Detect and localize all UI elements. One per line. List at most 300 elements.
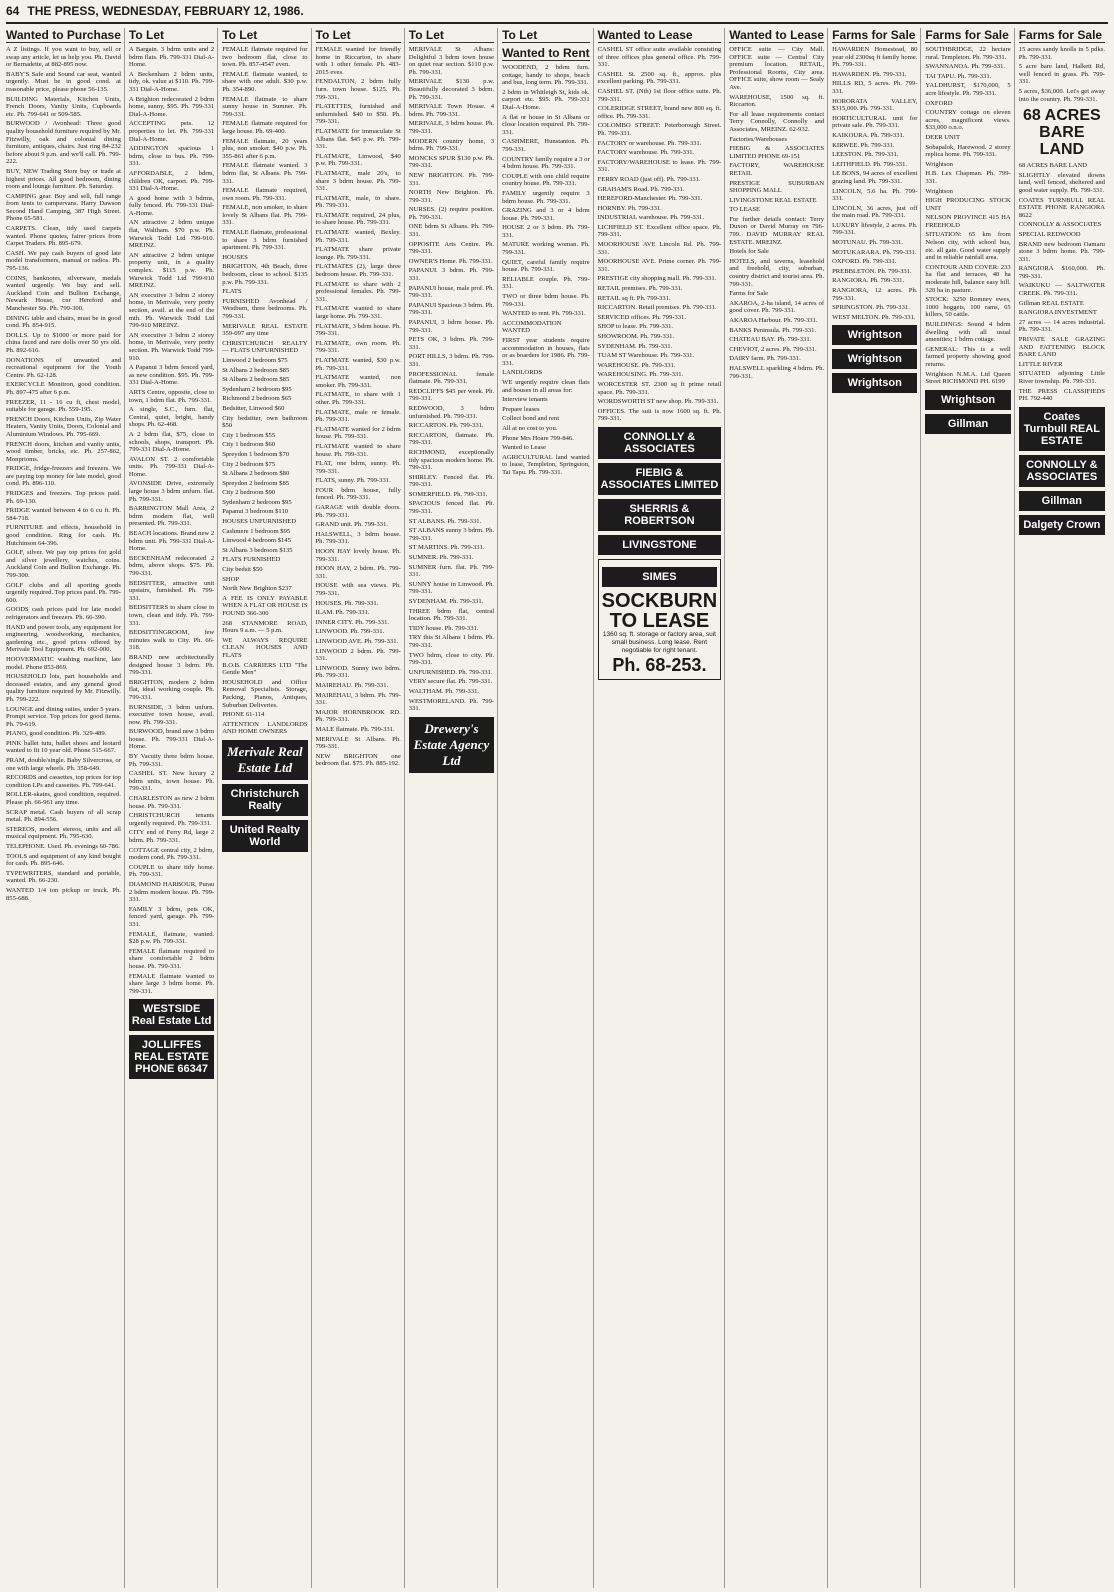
- classified-ad: FEMALE flatmate required for two bedroom flat, close to town. Ph. 857-4547 even.: [222, 46, 308, 69]
- classified-ad: KIRWEE. Ph. 799-331.: [832, 141, 895, 149]
- classified-ad: PORT HILLS, 3 bdrm. Ph. 799-331.: [408, 353, 495, 368]
- classified-ad: RANGIORA $160,000. Ph. 799-331.: [1018, 265, 1105, 280]
- classified-ad: Hotels for Sale: [729, 248, 769, 256]
- section-heading: To Let: [129, 28, 214, 43]
- classified-ad: All at no cost to you.: [502, 424, 558, 432]
- classified-ad: BY Vacuity three bdrm house. Ph. 799-331.: [128, 753, 215, 768]
- classified-ad: A single, S.C., furn. flat, Central, quiet, bright, handy shops. Ph. 62-468.: [128, 406, 215, 429]
- column-6: [502, 28, 594, 1588]
- classified-ad: CHRISTCHURCH tenants urgently required. Ph. 799-331.: [128, 812, 215, 827]
- classified-ad: CITY end of Ferry Rd, large 2 bdrm. Ph. 799-331.: [128, 829, 215, 844]
- classified-ad: NORTH New Brighton. Ph. 799-331.: [408, 189, 495, 204]
- classified-ad: FIRST year students require accommodation in houses, flats or as boarders for 1986. Ph. 799-331.: [502, 337, 590, 367]
- classified-ad: ROLLER-skates, good condition, required. Please ph. 66-961 any time.: [6, 791, 121, 807]
- classified-ad: AN executive 3 bdrm 2 storey home, in Merivale, very pretty section, avail. at the end of the mth. Ph. Warwick Todd Ltd 799-910 MREINZ.: [128, 291, 215, 330]
- classified-ad: MERIVALE REAL ESTATE 359-097 any time: [222, 322, 308, 338]
- classified-ad: UNFURNISHED. Ph. 799-331.: [408, 668, 493, 676]
- classified-ad: WAREHOUSE. Ph. 799-331.: [597, 361, 676, 369]
- classified-ad: FLATS, sunny. Ph. 799-331.: [315, 477, 391, 485]
- classified-ad: LINWOOD 2 bdrm. Ph. 799-331.: [315, 647, 401, 663]
- classified-ad: B.O.B. CARRIERS LTD "The Gentle Men": [222, 661, 308, 677]
- classified-ad: FEMALE flatmate required to share comfortable 2 bdrm house. Ph. 799-331.: [128, 947, 215, 970]
- classified-ad: North New Brighton $237: [222, 585, 292, 593]
- classified-ad: THE PRESS CLASSIFIEDS PH. 792-440: [1018, 387, 1105, 403]
- classified-ad: TWO or three bdrm house. Ph. 799-331.: [502, 293, 590, 308]
- classified-ad: 68 ACRES BARE LAND: [1018, 162, 1088, 170]
- classified-ad: LEITHFIELD. Ph. 799-331.: [832, 160, 908, 168]
- classified-ad: TIDY house. Ph. 799-331.: [408, 624, 479, 632]
- classified-ad: CASHEL St. 2500 sq. ft., approx. plus excellent parking. Ph. 799-331.: [597, 70, 722, 86]
- classified-ad: MAIREHAU, 3 bdrm. Ph. 799-331.: [315, 691, 401, 707]
- classified-ad: MALE flatmate. Ph. 799-331.: [315, 725, 395, 733]
- classified-ad: City bedsit $50: [222, 566, 263, 574]
- section-heading: Farms for Sale: [925, 28, 1009, 42]
- classified-ad: 268 STANMORE ROAD, Hours 9 a.m. — 5 p.m.: [222, 619, 308, 635]
- classified-ad: DOLLS. Up to $1000 or more paid for china faced and rare dolls over 50 yrs old. Ph. 892-616.: [6, 331, 121, 354]
- classified-ad: BECKENHAM redecorated 2 bdrm, above shops. $75. Ph. 799-331.: [128, 554, 215, 577]
- section-heading: Farms for Sale: [832, 28, 916, 42]
- classified-ad: INDUSTRIAL warehouse. Ph. 799-331.: [597, 214, 704, 222]
- classified-ad: MOTUKARARA. Ph. 799-331.: [832, 248, 917, 256]
- classified-ad: St Albans 2 bedroom $80: [222, 470, 290, 478]
- classified-ad: FLAT, one bdrm, sunny. Ph. 799-331.: [315, 460, 401, 475]
- classified-ad: FEMALE flatmate wanted to share large 3 bdrm home. Ph. 799-331.: [128, 972, 215, 995]
- classified-ad: HOUSEHOLD and Office Removal Specialists. Storage, Packing, Pianos, Antiques, Suburban Deliveries.: [222, 678, 308, 709]
- classified-ad: FLATMATE, Linwood, $40 p.w. Ph. 799-331.: [315, 152, 401, 168]
- classified-ad: EXERCYCLE Monitron, good condition. Ph. 897-475 after 6 p.m.: [6, 381, 121, 396]
- agency-logo-drewerys: Drewery's Estate Agency Ltd: [409, 717, 494, 773]
- classified-ad: BANKS Peninsula. Ph. 799-331.: [729, 326, 817, 334]
- classified-ad: BABY'S Safe and Sound car seat, wanted urgently. Must be in good cond. at reasonable price, please phone 56-135.: [6, 70, 121, 93]
- classified-ad: LUXURY lifestyle, 2 acres. Ph. 799-331.: [832, 221, 918, 237]
- classified-ad: CASHMERE, Hunstanton. Ph. 799-331.: [502, 138, 590, 153]
- classified-ad: Papanui 3 bedroom $110: [222, 508, 289, 516]
- agency-logo-united: United Realty World: [222, 820, 307, 852]
- classified-ad: NEW BRIGHTON one bedroom flat. $75. Ph. 885-192.: [315, 752, 401, 768]
- classified-ad: FLATMATE, 3 bdrm house. Ph. 799-331.: [315, 322, 401, 338]
- column-7: [598, 28, 726, 1588]
- classified-ad: HOTELS, and taverns, leasehold and freehold, city, suburban, country district and tourist area. Ph. 799-331.: [729, 257, 825, 288]
- classified-ad: 2 bdrm in Whitleigh St, kids ok. carport etc. $95. Ph. 799-331 Dial-A-Home.: [502, 88, 590, 111]
- classified-ad: AN attractive 2 bdrm unique property unit, in a quality complex. $115 p.w. Ph. Warwick Todd Ltd 799-910 MREINZ.: [128, 251, 215, 290]
- classified-ad: WE ALWAYS REQUIRE CLEAN HOUSES AND FLATS: [222, 636, 308, 659]
- classified-ad: 5 acres, $36,000. Let's get away into the country. Ph. 799-331.: [1018, 87, 1105, 103]
- classified-ad: Collect bond and rent: [502, 415, 560, 423]
- classified-ad: BEDSITTINGROOM, few minutes walk to City. Ph. 66-318.: [128, 629, 215, 652]
- section-heading: Wanted to Purchase: [6, 28, 121, 42]
- classified-ad: PAPANUI. 3 bdrm. Ph. 799-331.: [408, 267, 495, 283]
- classified-ad: LICHFIELD ST. Excellent office space. Ph. 799-331.: [597, 223, 722, 239]
- classified-ad: St Albans 2 bedroom $85: [222, 376, 290, 384]
- classified-ad: REDCLIFFS $45 per week. Ph. 799-331.: [408, 387, 495, 403]
- classified-ad: FLATMATE to share with 2 professional females. Ph. 799-331.: [315, 280, 401, 303]
- classified-ad: FRIDGE wanted between 4 to 6 cu ft. Ph. 584-718.: [6, 507, 121, 522]
- classified-ad: FOUR bdrm house, fully fenced. Ph. 799-331.: [315, 486, 401, 502]
- classified-ad: HOUSE with sea views. Ph. 799-331.: [315, 582, 401, 597]
- classified-ad: ILAM. Ph. 799-331.: [315, 609, 370, 617]
- classified-ad: INNER CITY. Ph. 799-331.: [315, 618, 390, 626]
- section-heading: To Let: [502, 28, 590, 43]
- classified-ad: AGRICULTURAL land wanted to lease, Templeton, Springston, Tai Tapu. Ph. 799-331.: [502, 453, 590, 476]
- classified-ad: Wanted to Lease: [502, 444, 546, 452]
- classified-ad: FEMALE, non smoker, to share lovely St Albans flat. Ph. 799-331.: [222, 204, 308, 227]
- classified-ad: AN attractive 2 bdrm unique flat, Waltham. $70 p.w. Ph. Warwick Todd Ltd 799-910. MREINZ.: [128, 219, 215, 250]
- classified-ad: CASHEL ST. (Nth) 1st floor office suite. Ph. 799-331.: [597, 87, 722, 103]
- sockburn-feature-ad: [598, 559, 722, 680]
- classified-ad: FACTORY or warehouse. Ph. 799-331.: [597, 139, 702, 147]
- classified-ad: FACTORY, WAREHOUSE RETAIL: [729, 162, 825, 177]
- classified-ad: RETAIL sq ft. Ph. 799-331.: [597, 294, 671, 302]
- classified-ad: CHATEAU BAY. Ph. 799-331.: [729, 336, 812, 344]
- classified-ad: COUPLE to share tidy home. Ph. 799-331.: [128, 863, 215, 879]
- classified-ad: COUPLE with one child require country house. Ph. 799-331.: [502, 172, 590, 188]
- classified-ad: ACCOMMODATION WANTED: [502, 319, 562, 335]
- agency-logo-dalgety: Dalgety Crown: [1019, 515, 1105, 535]
- classified-ad: CHRISTCHURCH REALTY — FLATS UNFURNISHED: [222, 339, 308, 355]
- classified-ad: AVALON ST. 2 comfortable units. Ph. 799-331 Dial-A-Home.: [128, 455, 215, 478]
- classified-ad: AN executive 3 bdrm 2 storey home, in Merivale, very pretty section. Ph. Warwick Todd 799-910.: [128, 331, 215, 362]
- classified-ad: Spreydon 1 bedroom $70: [222, 450, 290, 458]
- classified-ad: OFFICE suite — City Mall. OFFICE suite — Central City premium location. RETAIL, Professional Rooms, City area. OFFICE suite, show room — Sealy Ave.: [729, 46, 825, 91]
- classified-ad: SLIGHTLY elevated downs land, well fenced, sheltered and good water supply. Ph. 799-331.: [1018, 171, 1105, 194]
- classified-ad: CHARLESTON as new 2 bdrm house. Ph. 799-331.: [128, 795, 215, 810]
- classified-ad: VERY secure flat. Ph. 799-331.: [408, 678, 493, 686]
- classified-ad: TAI TAPU. Ph. 799-331.: [925, 72, 992, 80]
- classified-ad: A Z listings. If you want to buy, sell or swap any article, let us help you. Ph. David or Bernadette, at 882-895 now.: [6, 46, 121, 69]
- classified-ad: City bedsitter, own bathroom $50: [222, 414, 308, 430]
- classified-ad: MERIVALE Town House. 4 bdrm. Ph. 799-331.: [408, 103, 495, 118]
- classified-ad: LINWOOD AVE. Ph. 799-331.: [315, 637, 399, 645]
- classified-ad: Richmond 2 bedroom $65: [222, 395, 292, 403]
- classified-ad: FRENCH doors, kitchen and vanity units, wood timber, bricks, etc. Ph. 257-862, Monprioms.: [6, 440, 121, 463]
- classified-ad: City 1 bedroom $60: [222, 441, 276, 449]
- classified-ad: City 2 bedroom $90: [222, 489, 276, 497]
- column-8: [729, 28, 828, 1588]
- classified-ad: 27 acres — 14 acres industrial. Ph. 799-331.: [1018, 318, 1105, 334]
- classified-ad: FACTORY warehouse. Ph. 799-331.: [597, 149, 695, 157]
- classified-ad: FLATMATE wanted, $30 p.w. Ph. 799-331.: [315, 356, 401, 372]
- classified-ad: Factories/Warehouses: [729, 135, 787, 143]
- classified-ad: Linwood 4 bedroom $145: [222, 537, 291, 545]
- classified-ad: SHOP to lease. Ph. 799-331.: [597, 323, 674, 331]
- classified-ad: RELIABLE couple. Ph. 799-331.: [502, 275, 590, 291]
- classified-ad: TWO bdrm, close to city. Ph. 799-331.: [408, 651, 495, 667]
- section-heading: To Let: [222, 28, 307, 43]
- classified-ad: CONNOLLY & ASSOCIATES: [1018, 221, 1102, 229]
- classified-ad: FLATS FURNISHED: [222, 556, 281, 564]
- classified-ad: WORDSWORTH ST new shop. Ph. 799-331.: [597, 398, 719, 406]
- classified-ad: FLATMATE, own room. Ph. 799-331.: [315, 339, 401, 355]
- classified-ad: St Albans 3 bedroom $135: [222, 546, 293, 554]
- classified-ad: PROFESSIONAL female flatmate. Ph. 799-331.: [408, 370, 495, 386]
- classified-ad: BUILDINGS: Sound 4 bdrm dwelling with all usual amenities; 1 bdrm cottage.: [925, 321, 1011, 344]
- classified-ad: PINK ballet tutu, ballet shoes and leotard wanted to fit 10 year old. Phone 515-667.: [6, 739, 121, 755]
- classified-ad: GRAHAM'S Road. Ph. 799-331.: [597, 185, 685, 193]
- classified-ad: FURNITURE and effects, household in good condition. Ring for cash. Ph. Hutchinson 64-396.: [6, 524, 121, 547]
- classified-ad: BURNSIDE, 3 bdrm unfurn. executive town house, avail. now. Ph. 799-331.: [128, 703, 215, 726]
- classified-ad: PRESTIGE SUBURBAN SHOPPING MALL: [729, 179, 825, 195]
- classified-ad: FEMALE wanted for friendly home in Riccarton, to share with 1 other female. Ph. 483-2015 eves.: [315, 46, 401, 76]
- classified-ad: HAWARDEN Homestead, 80 year old 2300sq ft family home. Ph. 799-331.: [832, 46, 918, 69]
- classified-ad: HOUSE 2 or 3 bdrm. Ph. 799-331.: [502, 224, 590, 239]
- sockburn-title: SOCKBURN TO LEASE: [601, 589, 718, 632]
- classified-ad: COUNTRY cottage on eleven acres, magnificent views. $33,000 o.n.o.: [925, 109, 1011, 132]
- classified-ad: HOOVERMATIC washing machine, late model. Phone 853-869.: [6, 655, 121, 671]
- classified-ad: HOUSEHOLD lots, part households and deceased estates, and any general good quality furniture required by Mr. Fitzwilly. Ph. 799-222.: [6, 673, 121, 703]
- classified-ad: MOORHOUSE AVE. Prime corner. Ph. 799-331.: [597, 258, 722, 273]
- classified-ad: SHOWROOM. Ph. 799-331.: [597, 333, 675, 340]
- section-subheading: Wanted to Rent: [502, 46, 590, 60]
- classified-ad: NURSES. (2) require position. Ph. 799-331.: [408, 206, 495, 221]
- classified-ad: RANGIORA. Ph. 799-331.: [832, 277, 905, 285]
- classified-ad: BEDSITTER, attractive unit upstairs, furnished. Ph. 799-331.: [128, 579, 215, 602]
- classified-ad: PAPANUI Spacious 3 bdrm. Ph. 799-331.: [408, 301, 495, 317]
- agency-logo-livingstone: LIVINGSTONE: [598, 535, 722, 555]
- classified-ad: CONTOUR AND COVER: 233 ha flat and terraces, 40 ha moderate hill, balance easy hill. 320 ha in pasture.: [925, 263, 1011, 294]
- column-1: [6, 28, 125, 1588]
- classified-ad: FLATMATE, male or female. Ph. 799-331.: [315, 408, 401, 424]
- classified-ad: ARTS Centre, opposite, close to town, 1 bdrm flat. Ph. 799-331.: [128, 388, 215, 404]
- column-5: [409, 28, 498, 1588]
- classified-ad: GRAND unit. Ph. 799-331.: [315, 521, 389, 529]
- classified-ad: HORTICULTURAL unit for private sale. Ph. 799-331.: [832, 114, 918, 130]
- classified-ad: SPRINGSTON. Ph. 799-331.: [832, 304, 910, 312]
- classified-ad: FLATMATE, male 20's, to share 3 bdrm house. Ph. 799-331.: [315, 169, 401, 193]
- classified-ad: FLATMATES (2), large three bedroom house. Ph. 799-331.: [315, 263, 401, 279]
- classified-ad: RICCARTON. Retail premises. Ph. 799-331.: [597, 304, 717, 312]
- classified-ad: LOUNGE and dining suites, under 5 years. Prompt service. Top prices for good items. Ph. 79-619.: [6, 705, 121, 728]
- classified-ad: BURWOOD / Avonhead: Three good quality household furniture required by Mr. Fitzwilly, oak and colonial dining furniture, antiques, chairs. Just ring 84-232 before about 9 p.m. and we'll call. Ph. 799-222.: [6, 120, 121, 166]
- classified-ad: OXFORD. Ph. 799-331.: [832, 258, 897, 266]
- section-heading: Wanted to Lease: [729, 28, 825, 42]
- classified-ad: SYDENHAM. Ph. 799-331.: [597, 342, 673, 350]
- classified-ad: FEMALE flatmate, professional to share 3 bdrm furnished apartment. Ph. 799-331.: [222, 229, 308, 252]
- classified-ad: FLATMATE wanted for 2 bdrm house. Ph. 799-331.: [315, 425, 401, 441]
- classified-ad: A 2 bdrm flat, $75, close to schools, shops, transport. Ph. 799-331 Dial-A-Home.: [128, 430, 215, 454]
- classified-ad: ST MARTINS. Ph. 799-331.: [408, 544, 485, 552]
- classified-ad: FLATMATE required, 24 plus, to share house. Ph. 799-331.: [315, 211, 401, 227]
- classified-ad: FLATMATE, male, to share. Ph. 799-331.: [315, 194, 401, 210]
- classified-ad: LINWOOD. Sunny two bdrm. Ph. 799-331.: [315, 664, 401, 680]
- classified-ad: Gillman REAL ESTATE: [1018, 299, 1084, 307]
- classified-ad: WAREHOUSING. Ph. 799-331.: [597, 371, 684, 379]
- classified-ad: HOUSES. Ph. 799-331.: [315, 599, 379, 607]
- classified-ad: PAPANUI, 3 bdrm house. Ph. 799-331.: [408, 319, 495, 334]
- classified-ad: ST ALBANS. Ph. 799-331.: [408, 517, 482, 525]
- classified-ad: SUNNY house in Linwood. Ph. 799-331.: [408, 580, 495, 596]
- classified-ad: Prepare leases: [502, 405, 540, 413]
- classified-ad: WAREHOUSE, 1500 sq. ft. Riccarton.: [729, 93, 825, 109]
- classified-ad: MATURE working woman. Ph. 799-331.: [502, 241, 590, 257]
- classified-ad: DIAMOND HARBOUR, Purau 2 bdrm modern house. Ph. 799-331.: [128, 880, 215, 904]
- classified-ad: QUIET, careful family require house. Ph. 799-331.: [502, 258, 590, 274]
- classified-ad: SWANNANOA. Ph. 799-331.: [925, 63, 1006, 71]
- classified-ad: OPPOSITE Arts Centre. Ph. 799-331.: [408, 240, 495, 256]
- column-11: [1019, 28, 1108, 1588]
- classified-ad: H.B. Lex Chapman. Ph. 799-331.: [925, 170, 1011, 185]
- classified-ad: HOUSES UNFURNISHED: [222, 518, 297, 526]
- classified-ad: GRAZING and 3 or 4 bdrm house. Ph. 799-331.: [502, 207, 590, 222]
- classified-ad: TYPEWRITERS, standard and portable, wanted. Ph. 66-230.: [6, 869, 121, 885]
- classified-ad: RANGIORA, 12 acres. Ph. 799-331.: [832, 287, 918, 302]
- classified-ad: FEMALE flatmate wanted, to share with one adult. $30 p.w. Ph. 354-890.: [222, 70, 308, 93]
- classified-ad: GOLF clubs and all sporting goods urgently required. Top prices paid. Ph. 799-600.: [6, 581, 121, 604]
- classified-ad: SHIRLEY. Fenced flat. Ph. 799-331.: [408, 473, 495, 489]
- classified-ad: FACTORY/WAREHOUSE to lease. Ph. 799-331.: [597, 158, 722, 174]
- classified-ad: SUMNER. Ph. 799-331.: [408, 554, 474, 562]
- classified-ad: PRIVATE SALE GRAZING AND FATTENING BLOCK BARE LAND: [1018, 336, 1105, 359]
- masthead-title: THE PRESS, WEDNESDAY, FEBRUARY 12, 1986.: [27, 4, 304, 18]
- agency-logo-fiebig: FIEBIG & ASSOCIATES LIMITED: [598, 463, 722, 495]
- agency-logo-merivale: Merivale Real Estate Ltd: [222, 740, 307, 780]
- classified-ad: LEESTON. Ph. 799-331.: [832, 151, 899, 159]
- agency-logo-gillman: Gillman: [925, 414, 1010, 434]
- classified-ad: WE urgently require clean flats and houses in all areas for:: [502, 378, 590, 394]
- classified-ad: CASHEL ST. New luxury 2 bdrm units, town house. Ph. 799-331.: [128, 770, 215, 793]
- classified-ad: STEREOS, modern stereos, units and all musical equipment. Ph. 795-630.: [6, 825, 121, 841]
- classified-ad: AFFORDABLE, 2 bdrm, children OK, carport. Ph. 799-331 Dial-A-Home.: [128, 169, 215, 193]
- classified-ad: A Brighton redecorated 2 bdrm home, sunny, $95. Ph. 799-331 Dial-A-Home.: [128, 95, 215, 118]
- classified-ad: FLATMATE wanted, Bexley. Ph. 799-331.: [315, 229, 401, 244]
- classified-ad: BURWOOD, brand new 3 bdrm house. Ph. 799-331 Dial-A-Home.: [128, 728, 215, 751]
- classified-ad: FEMALE, flatmate, wanted. $28 p.w. Ph. 799-331.: [128, 930, 215, 946]
- classified-ad: BRIGHTON, modern 2 bdrm flat, ideal working couple. Ph. 799-331.: [128, 678, 215, 701]
- classified-ad: FLATMATE wanted, non smoker. Ph. 799-331.: [315, 374, 401, 389]
- classified-ad: TOOLS and equipment of any kind bought for cash. Ph. 895-646.: [6, 852, 121, 868]
- classified-ad: A flat or house in St Albans or close location required. Ph. 799-331.: [502, 113, 590, 136]
- classified-ad: PAPANUI house, male prof. Ph. 799-331.: [408, 284, 495, 300]
- classified-ad: For all lease requirements contact Terry Connolly, Connolly and Associates, MREINZ. 62-932.: [729, 110, 825, 133]
- classified-ad: DINING table and chairs, must be in good cond. Ph. 854-915.: [6, 314, 121, 330]
- section-heading: Farms for Sale: [1019, 28, 1105, 43]
- classified-ad: TRY this St Albans 1 bdrm. Ph. 799-331.: [408, 634, 495, 649]
- classified-ad: COLOMBO STREET: Peterborough Street. Ph. 799-331.: [597, 122, 722, 137]
- classified-ad: FREEZER, 11 - 16 cu ft, chest model, suitable for garage. Ph. 559-195.: [6, 398, 121, 414]
- classified-ad: WANTED to rent. Ph. 799-331.: [502, 310, 586, 318]
- classified-ad: MAIREHAU. Ph. 799-331.: [315, 681, 389, 689]
- classified-ad: MODERN country home, 3 bdrm. Ph. 799-331.: [408, 137, 495, 153]
- classified-ad: RECORDS and cassettes, top prices for top condition LPs and cassettes. Ph. 799-641.: [6, 774, 121, 789]
- classified-ad: HORORATA VALLEY, $315,000. Ph. 799-331.: [832, 97, 918, 113]
- classified-ad: AKAROA, 2-ha island, 14 acres of good cover. Ph. 799-331.: [729, 299, 825, 315]
- column-9: [832, 28, 921, 1588]
- classified-ad: FEMALE flatmate, 20 years plus, non smoker. $40 p.w. Ph. 355-861 after 6 p.m.: [222, 137, 308, 160]
- classified-ad: MAJOR HORNBROOK RD. Ph. 799-331.: [315, 708, 401, 724]
- classified-ad: LITTLE RIVER: [1018, 360, 1063, 368]
- classified-ad: SOMERFIELD. Ph. 799-331.: [408, 490, 488, 498]
- classified-ad: GARAGE with double doors. Ph. 799-331.: [315, 504, 401, 519]
- classified-ad: AKAROA Harbour. Ph. 799-331.: [729, 317, 818, 324]
- classified-ad: Wrightson: [925, 187, 953, 195]
- classified-ad: FEMALE flatmate to share sunny house in Sumner. Ph. 799-331.: [222, 95, 308, 118]
- classified-ad: TO LEASE: [729, 206, 761, 214]
- classified-ad: Linwood 2 bedroom $75: [222, 356, 288, 364]
- classified-ad: LINWOOD. Ph. 799-331.: [315, 628, 385, 636]
- classified-ad: RANGIORA INVESTMENT: [1018, 309, 1097, 317]
- classified-ad: YALDHURST, $170,000, 5 acre lifestyle. Ph. 799-331.: [925, 82, 1011, 97]
- classified-ad: A Beckenham 2 bdrm units, tidy, ok. value at $110. Ph. 799-331 Dial-A-Home.: [128, 70, 215, 93]
- classified-ad: WANTED 1/4 ton pickup or truck. Ph. 855-688.: [6, 886, 121, 902]
- classified-ad: CAMPING gear. Buy and sell, full range from tents to campervans. Harry Dawson Second Hand Camping, 387 High Street. Phone 65-581.: [6, 192, 121, 223]
- classified-ad: HALSWELL, 3 bdrm house. Ph. 799-331.: [315, 530, 401, 546]
- classified-ad: PRESTIGE city shopping mall. Ph. 799-331.: [597, 275, 717, 283]
- classified-ad: FEMALE flatmate wanted. 3 bdrm flat, St Albans. Ph. 799-331.: [222, 162, 308, 185]
- classified-ad: FENDALTON, 2 bdrm fully furn. town house. $125. Ph. 799-331.: [315, 78, 401, 101]
- classified-ad: BEACH locations. Brand new 2 bdrm unit. Ph. 799-331 Dial-A-Home.: [128, 530, 215, 553]
- classified-ad: MERIVALE $130 p.w. Beautifully decorated 3 bdrm. Ph. 799-331.: [408, 78, 495, 101]
- classified-ad: BRIGHTON, 4th Beach, three bedroom, close to school. $135 p.w. Ph. 799-331.: [222, 263, 308, 286]
- classified-ad: PREBBLETON. Ph. 799-331.: [832, 267, 912, 275]
- classified-ad: BRAND new bedroom Oamaru stone 3 bdrm home. Ph. 799-331.: [1018, 240, 1105, 263]
- classified-ad: CARPETS. Clean, tidy used carpets wanted. Phone quotes, fairer prices from Carpet Traders. Ph. 895-679.: [6, 225, 121, 248]
- classified-ad: WEST MELTON. Ph. 799-331.: [832, 313, 916, 321]
- classified-ad: 5 acre bare land, Halkett Rd, well fenced in grass. Ph. 799-331.: [1018, 63, 1105, 86]
- classified-ad: GENERAL: This is a well farmed property showing good returns.: [925, 345, 1011, 368]
- classified-ad: A Bargain. 3 bdrm units and 2 bdrm flats. Ph. 799-331 Dial-A-Home.: [128, 46, 215, 69]
- classified-ad: CASHEL ST office suite available consisting of three offices plus general office. Ph. 799-331.: [597, 46, 722, 69]
- classified-ad: CASH. We pay cash buyers of good late model transformers, manual or radios. Ph. 795-136.: [6, 249, 121, 273]
- classified-ad: RICHMOND, exceptionally tidy spacious modern home. Ph. 799-331.: [408, 448, 495, 472]
- classified-ad: FERRY ROAD (just off). Ph. 799-331.: [597, 175, 701, 183]
- classified-ad: REDWOOD, 3 bdrm unfurnished. Ph. 799-331.: [408, 404, 495, 420]
- agency-logo-gillman: Gillman: [1019, 491, 1105, 511]
- classified-ad: ACCEPTING pets. 12 properties to let. Ph. 799-331 Dial-A-Home.: [128, 120, 215, 143]
- classified-ad: WESTMORELAND. Ph. 799-331.: [408, 697, 495, 713]
- classified-ad: 15 acres sandy knolls in 5 pdks. Ph. 799-331.: [1018, 46, 1105, 61]
- classified-ad: MONCKS SPUR $130 p.w. Ph. 799-331.: [408, 154, 495, 170]
- classified-ad: AVONSIDE Drive, extremely large house 3 bdrm unfurn. flat. Ph. 799-331.: [128, 480, 215, 503]
- section-heading: Wanted to Lease: [598, 28, 722, 43]
- classified-ad: NEW BRIGHTON. Ph. 799-331.: [408, 171, 495, 187]
- agency-logo-connolly: CONNOLLY & ASSOCIATES: [598, 427, 722, 459]
- section-heading: To Let: [409, 28, 494, 43]
- classified-ad: Farms for Sale: [729, 290, 769, 298]
- column-3: [222, 28, 311, 1588]
- classified-ad: ADDINGTON spacious 1 bdrm, close to bus. Ph. 799-331.: [128, 145, 215, 168]
- classified-ad: BRAND new architecturally designed house 3 bdrm. Ph. 799-331.: [128, 653, 215, 677]
- classified-ad: BUILDING Materials, Kitchen Units, French Doors, Vanity Units, Cupboards etc. Ph. 799-641 or 509-585.: [6, 95, 121, 118]
- classified-ad: FRIDGE, fridge-freezers and freezers. We are paying top money for late model, good cond. Ph. 896-110.: [6, 465, 121, 488]
- classified-ad: MERIVALE St Albans. Ph. 799-331.: [315, 735, 401, 751]
- agency-logo-wrightson: Wrightson: [832, 349, 917, 369]
- classified-ad: SPACIOUS fenced flat. Ph. 799-331.: [408, 500, 495, 516]
- classified-ad: For further details contact: Terry Duxon or David Murray on 796-799. DAVID MURRAY REAL ESTATE. MREINZ.: [729, 215, 825, 246]
- classified-ad: NELSON PROVINCE 415 HA FREEHOLD: [925, 214, 1011, 229]
- classified-ad: RICCARTON. Ph. 799-331.: [408, 422, 484, 430]
- classified-ad: St Albans 2 bedroom $85: [222, 366, 290, 374]
- classified-ad: Phone Mrs Hoare 799-846.: [502, 434, 574, 442]
- classified-ad: HALSWELL sparkling 4 bdrm. Ph. 799-331.: [729, 364, 825, 380]
- classified-ad: LE BONS, 94 acres of excellent grazing land. Ph. 799-331.: [832, 170, 918, 185]
- masthead: [6, 4, 1108, 24]
- classified-ad: COATES TURNBULL REAL ESTATE PHONE RANGIORA 8622: [1018, 196, 1105, 219]
- classified-ad: FIEBIG & ASSOCIATES LIMITED PHONE 69-151: [729, 145, 825, 160]
- classified-ad: SOUTHBRIDGE, 22 hectare rural. Templeton. Ph. 799-331.: [925, 46, 1011, 61]
- classified-ad: HOON HAY, 2 bdrm. Ph. 799-331.: [315, 565, 401, 580]
- classified-ad: Wrightson N.M.A. Ltd Queen Street RICHMOND PH. 6199: [925, 370, 1011, 386]
- classified-ad: PIANO, good condition. Ph. 329-489.: [6, 730, 107, 738]
- agency-logo-simes: SIMES: [602, 567, 718, 587]
- classified-ad: Sydenham 2 bedroom $95: [222, 385, 292, 393]
- classified-ad: BEDSITTERS to share close to town, clean and tidy. Ph. 799-331.: [128, 604, 215, 627]
- classified-ad: OXFORD: [925, 99, 953, 107]
- classified-ad: TELEPHONE. Used. Ph. evenings 60-786.: [6, 843, 120, 850]
- classified-ad: HORNBY. Ph. 799-331.: [597, 204, 662, 212]
- classified-ad: SPECIAL REDWOOD: [1018, 230, 1081, 238]
- classified-ad: HAND and power tools, any equipment for engineering, woodworking, mechanics, gardening etc., good prices offered by Merivale Tool Equipment. Ph. 692-000.: [6, 623, 121, 654]
- classified-ad: MOTUNAU. Ph. 799-331.: [832, 239, 903, 247]
- classified-ad: SITUATED adjoining Little River township. Ph. 799-331.: [1018, 370, 1105, 385]
